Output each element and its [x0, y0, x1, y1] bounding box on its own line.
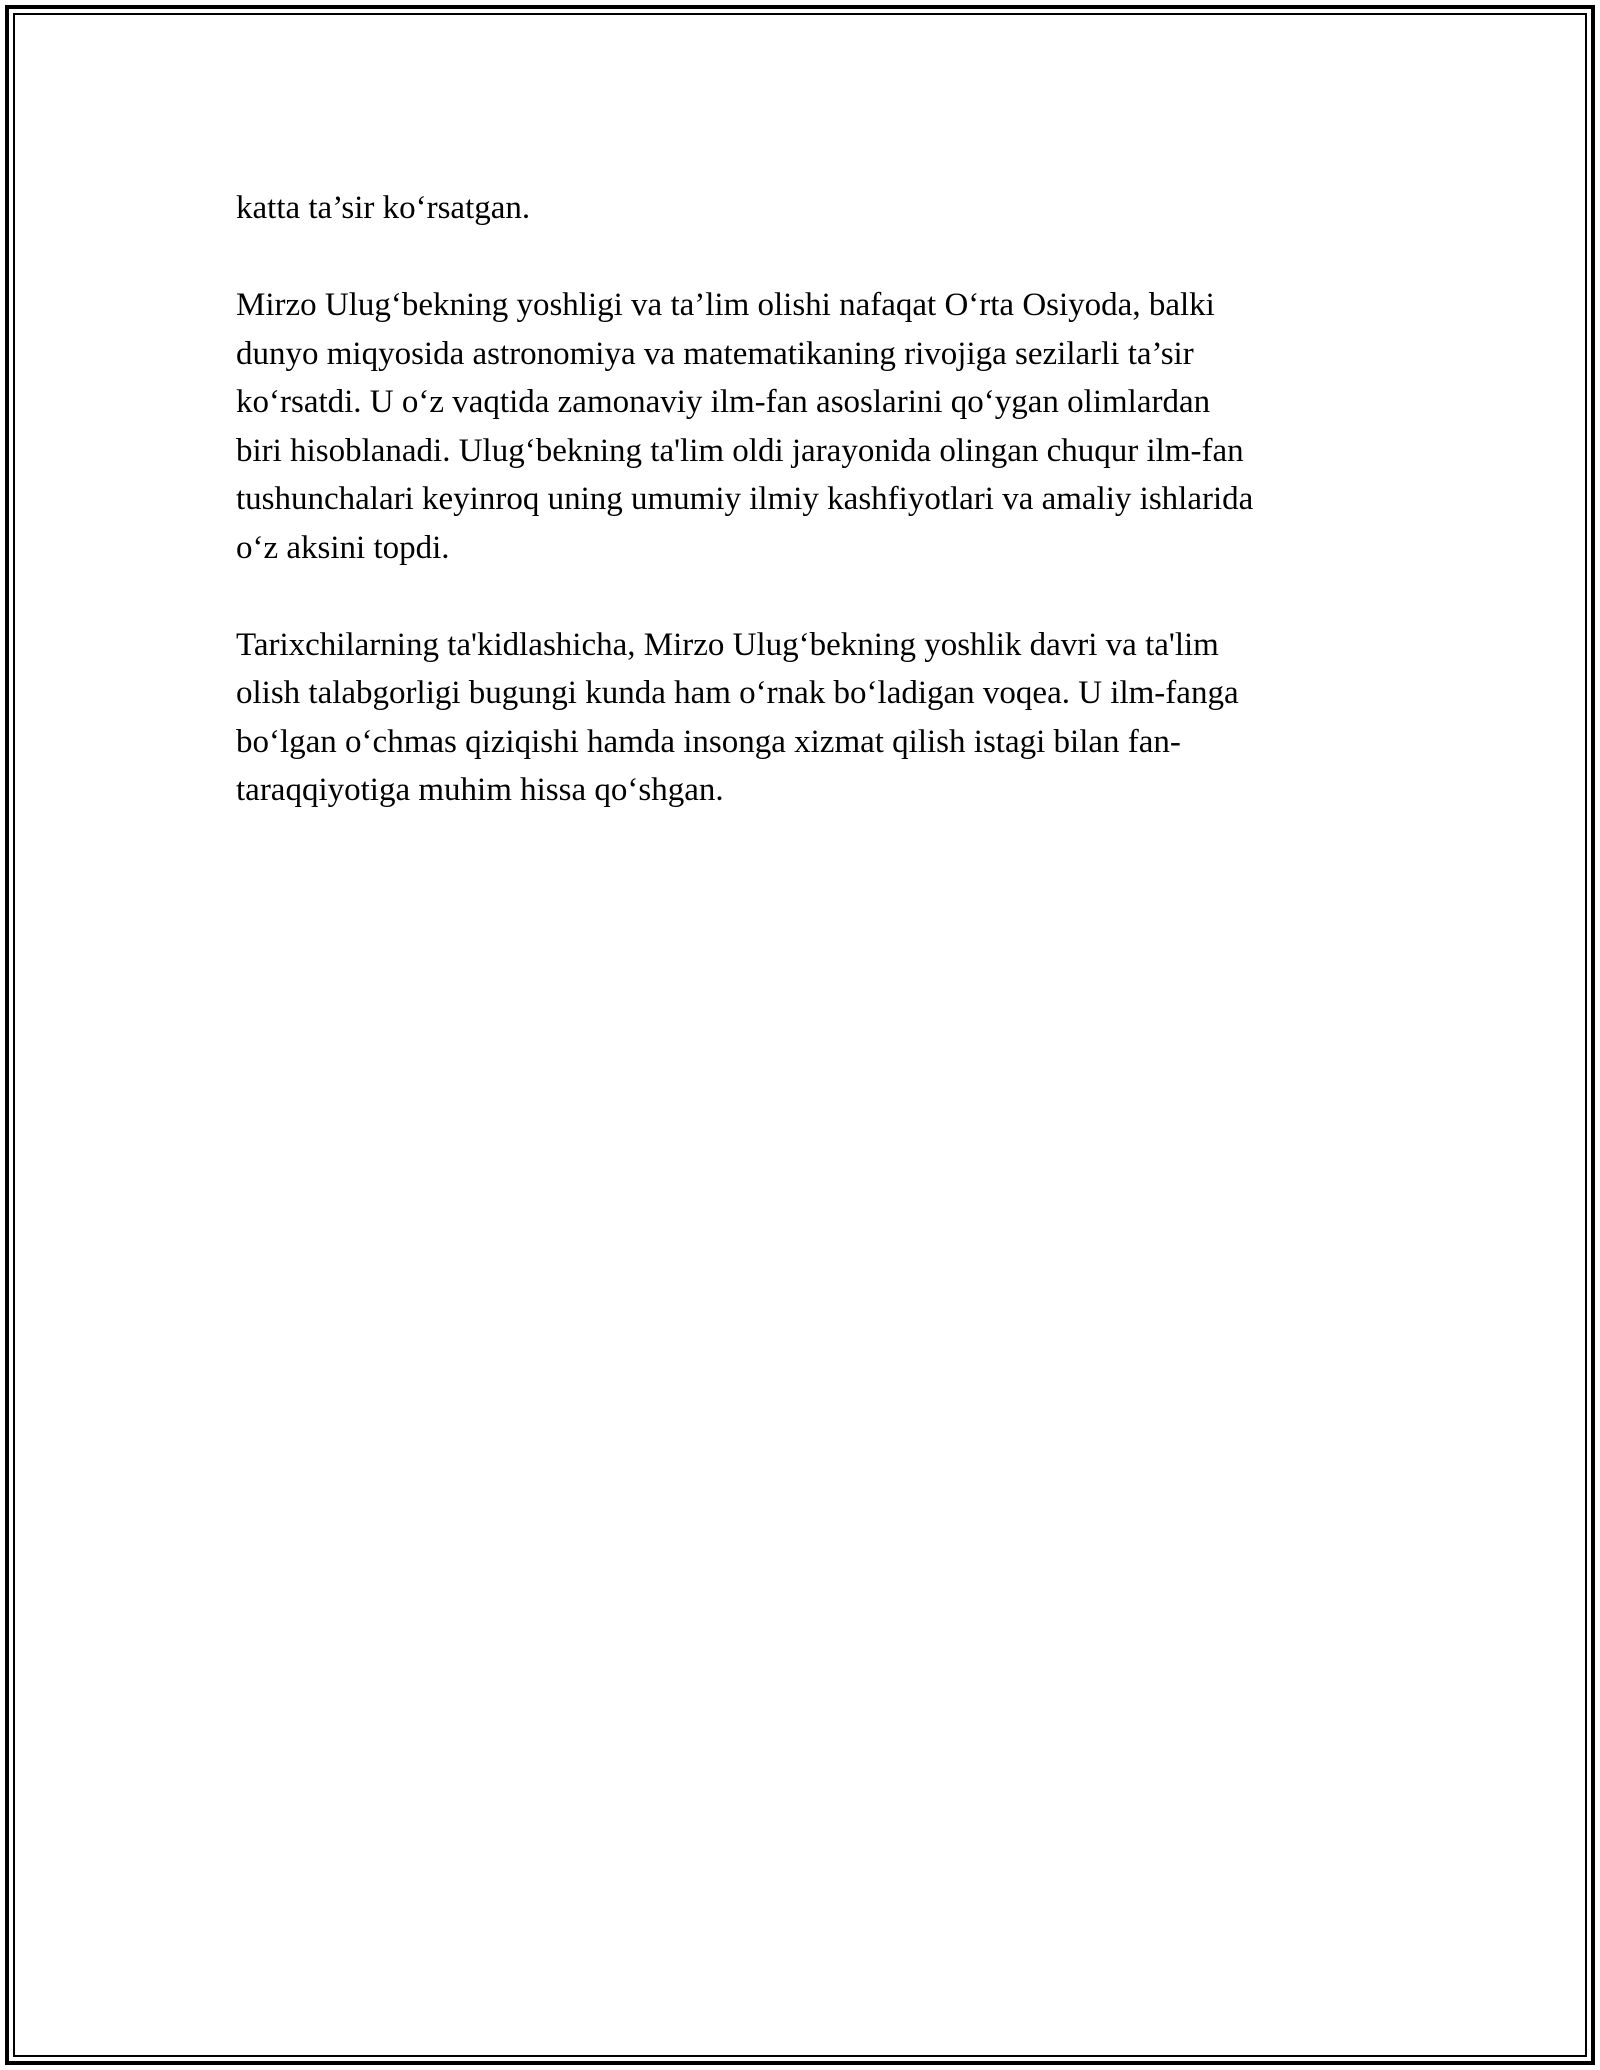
- paragraph-line: biri hisoblanadi. Ulug‘bekning ta'lim oldi jarayonida olingan chuqur ilm-fan: [236, 432, 1244, 469]
- paragraph-line: tushunchalari keyinroq uning umumiy ilmiy kashfiyotlari va amaliy ishlarida: [236, 481, 1254, 517]
- paragraph-line: olish talabgorligi bugungi kunda ham o‘rnak bo‘ladigan voqea. U ilm-fanga: [236, 675, 1239, 711]
- paragraph-2: [236, 281, 1386, 572]
- paragraph-3: [236, 621, 1386, 815]
- paragraph-line: bo‘lgan o‘chmas qiziqishi hamda insonga xizmat qilish istagi bilan fan-: [236, 723, 1181, 760]
- paragraph-spacer: [236, 233, 1386, 282]
- paragraph-line: Tarixchilarning ta'kidlashicha, Mirzo Ulug‘bekning yoshlik davri va ta'lim: [236, 626, 1219, 663]
- paragraph-line: ko‘rsatdi. U o‘z vaqtida zamonaviy ilm-fan asoslarini qo‘ygan olimlardan: [236, 384, 1211, 420]
- paragraph-line: dunyo miqyosida astronomiya va matematikaning rivojiga sezilarli ta’sir: [236, 335, 1194, 372]
- paragraph-spacer: [236, 572, 1386, 621]
- paragraph-line: taraqqiyotiga muhim hissa qo‘shgan.: [236, 772, 724, 808]
- paragraph-1: [236, 184, 1386, 233]
- paragraph-line: katta ta’sir ko‘rsatgan.: [236, 190, 531, 226]
- paragraph-line: o‘z aksini topdi.: [236, 529, 450, 566]
- document-body: [236, 184, 1386, 815]
- paragraph-line: Mirzo Ulug‘bekning yoshligi va ta’lim olishi nafaqat O‘rta Osiyoda, balki: [236, 287, 1215, 323]
